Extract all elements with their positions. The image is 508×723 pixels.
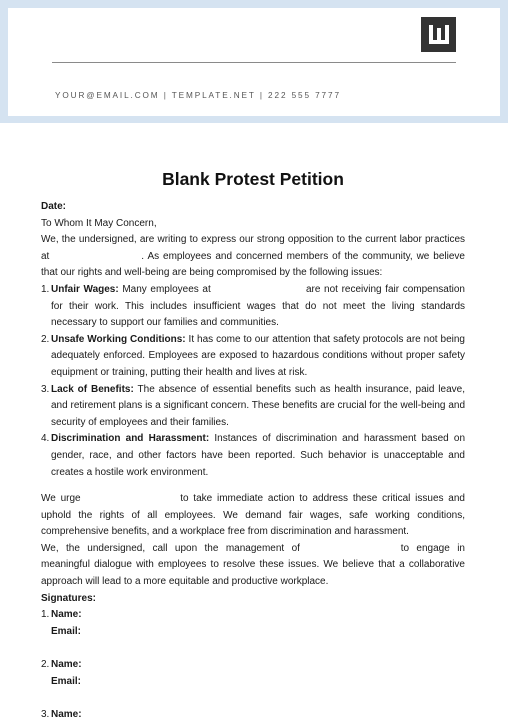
list-item: 1. Unfair Wages: Many employees at are not receiving fair compensation for their work. This includes insufficient wages that do not meet the living standards necessary to support our families and communities. (41, 283, 465, 329)
date-label: Date: (41, 201, 67, 212)
list-item: 4. Discrimination and Harassment: Instances of discrimination and harassment based on gender, race, and other factors have been reported. Such behavior is unacceptable and creates a hostile work environment. (41, 433, 466, 478)
salutation: To Whom It May Concern, (41, 217, 157, 229)
name-label: Name: (51, 659, 82, 671)
signature-entry: 3. Name: (41, 708, 82, 720)
list-item: 3. Lack of Benefits: The absence of essential benefits such as health insurance, paid leave, and retirement plans is a significant concern. These benefits are crucial for the well-being and security of employees and their families. (41, 383, 465, 428)
call-paragraph: We, the undersigned, call upon the management of to engage in meaningful dialogue with employees to resolve these issues. We believe that a collaborative approach will lead to a more equitable and productive workplace. (41, 542, 465, 588)
signature-entry: 1. Name: Email: (41, 609, 82, 637)
company-logo (421, 17, 456, 52)
name-label: Name: (51, 609, 82, 621)
logo-mark-icon (421, 17, 456, 52)
urge-paragraph: We urge to take immediate action to address these critical issues and uphold the rights of all employees. We demand fair wages, safe working conditions, comprehensive benefits, and a workplace free from discrimination and harassment. (41, 493, 465, 538)
signature-entry: 2. Name: Email: (41, 659, 82, 687)
signatures-label: Signatures: (41, 592, 97, 604)
intro-paragraph: We, the undersigned, are writing to express our strong opposition to the current labor practices at . As employees and concerned members of the community, we believe that our rights and well-being are being compromised by the following issues: (41, 234, 465, 279)
issues-list (41, 282, 465, 481)
email-label: Email: (51, 625, 82, 637)
petition-document (41, 168, 465, 723)
signatures-list (41, 607, 465, 723)
header-divider (52, 62, 456, 63)
list-item: 2. Unsafe Working Conditions: It has come to our attention that safety protocols are not being adequately enforced. Employees are exposed to hazardous conditions without proper safety equipment or training, putting their health and lives at risk. (41, 333, 465, 378)
page-title: Blank Protest Petition (162, 169, 344, 189)
name-label: Name: (51, 708, 82, 720)
contact-line: YOUR@EMAIL.COM | TEMPLATE.NET | 222 555 7777 (55, 91, 341, 100)
email-label: Email: (51, 675, 82, 687)
